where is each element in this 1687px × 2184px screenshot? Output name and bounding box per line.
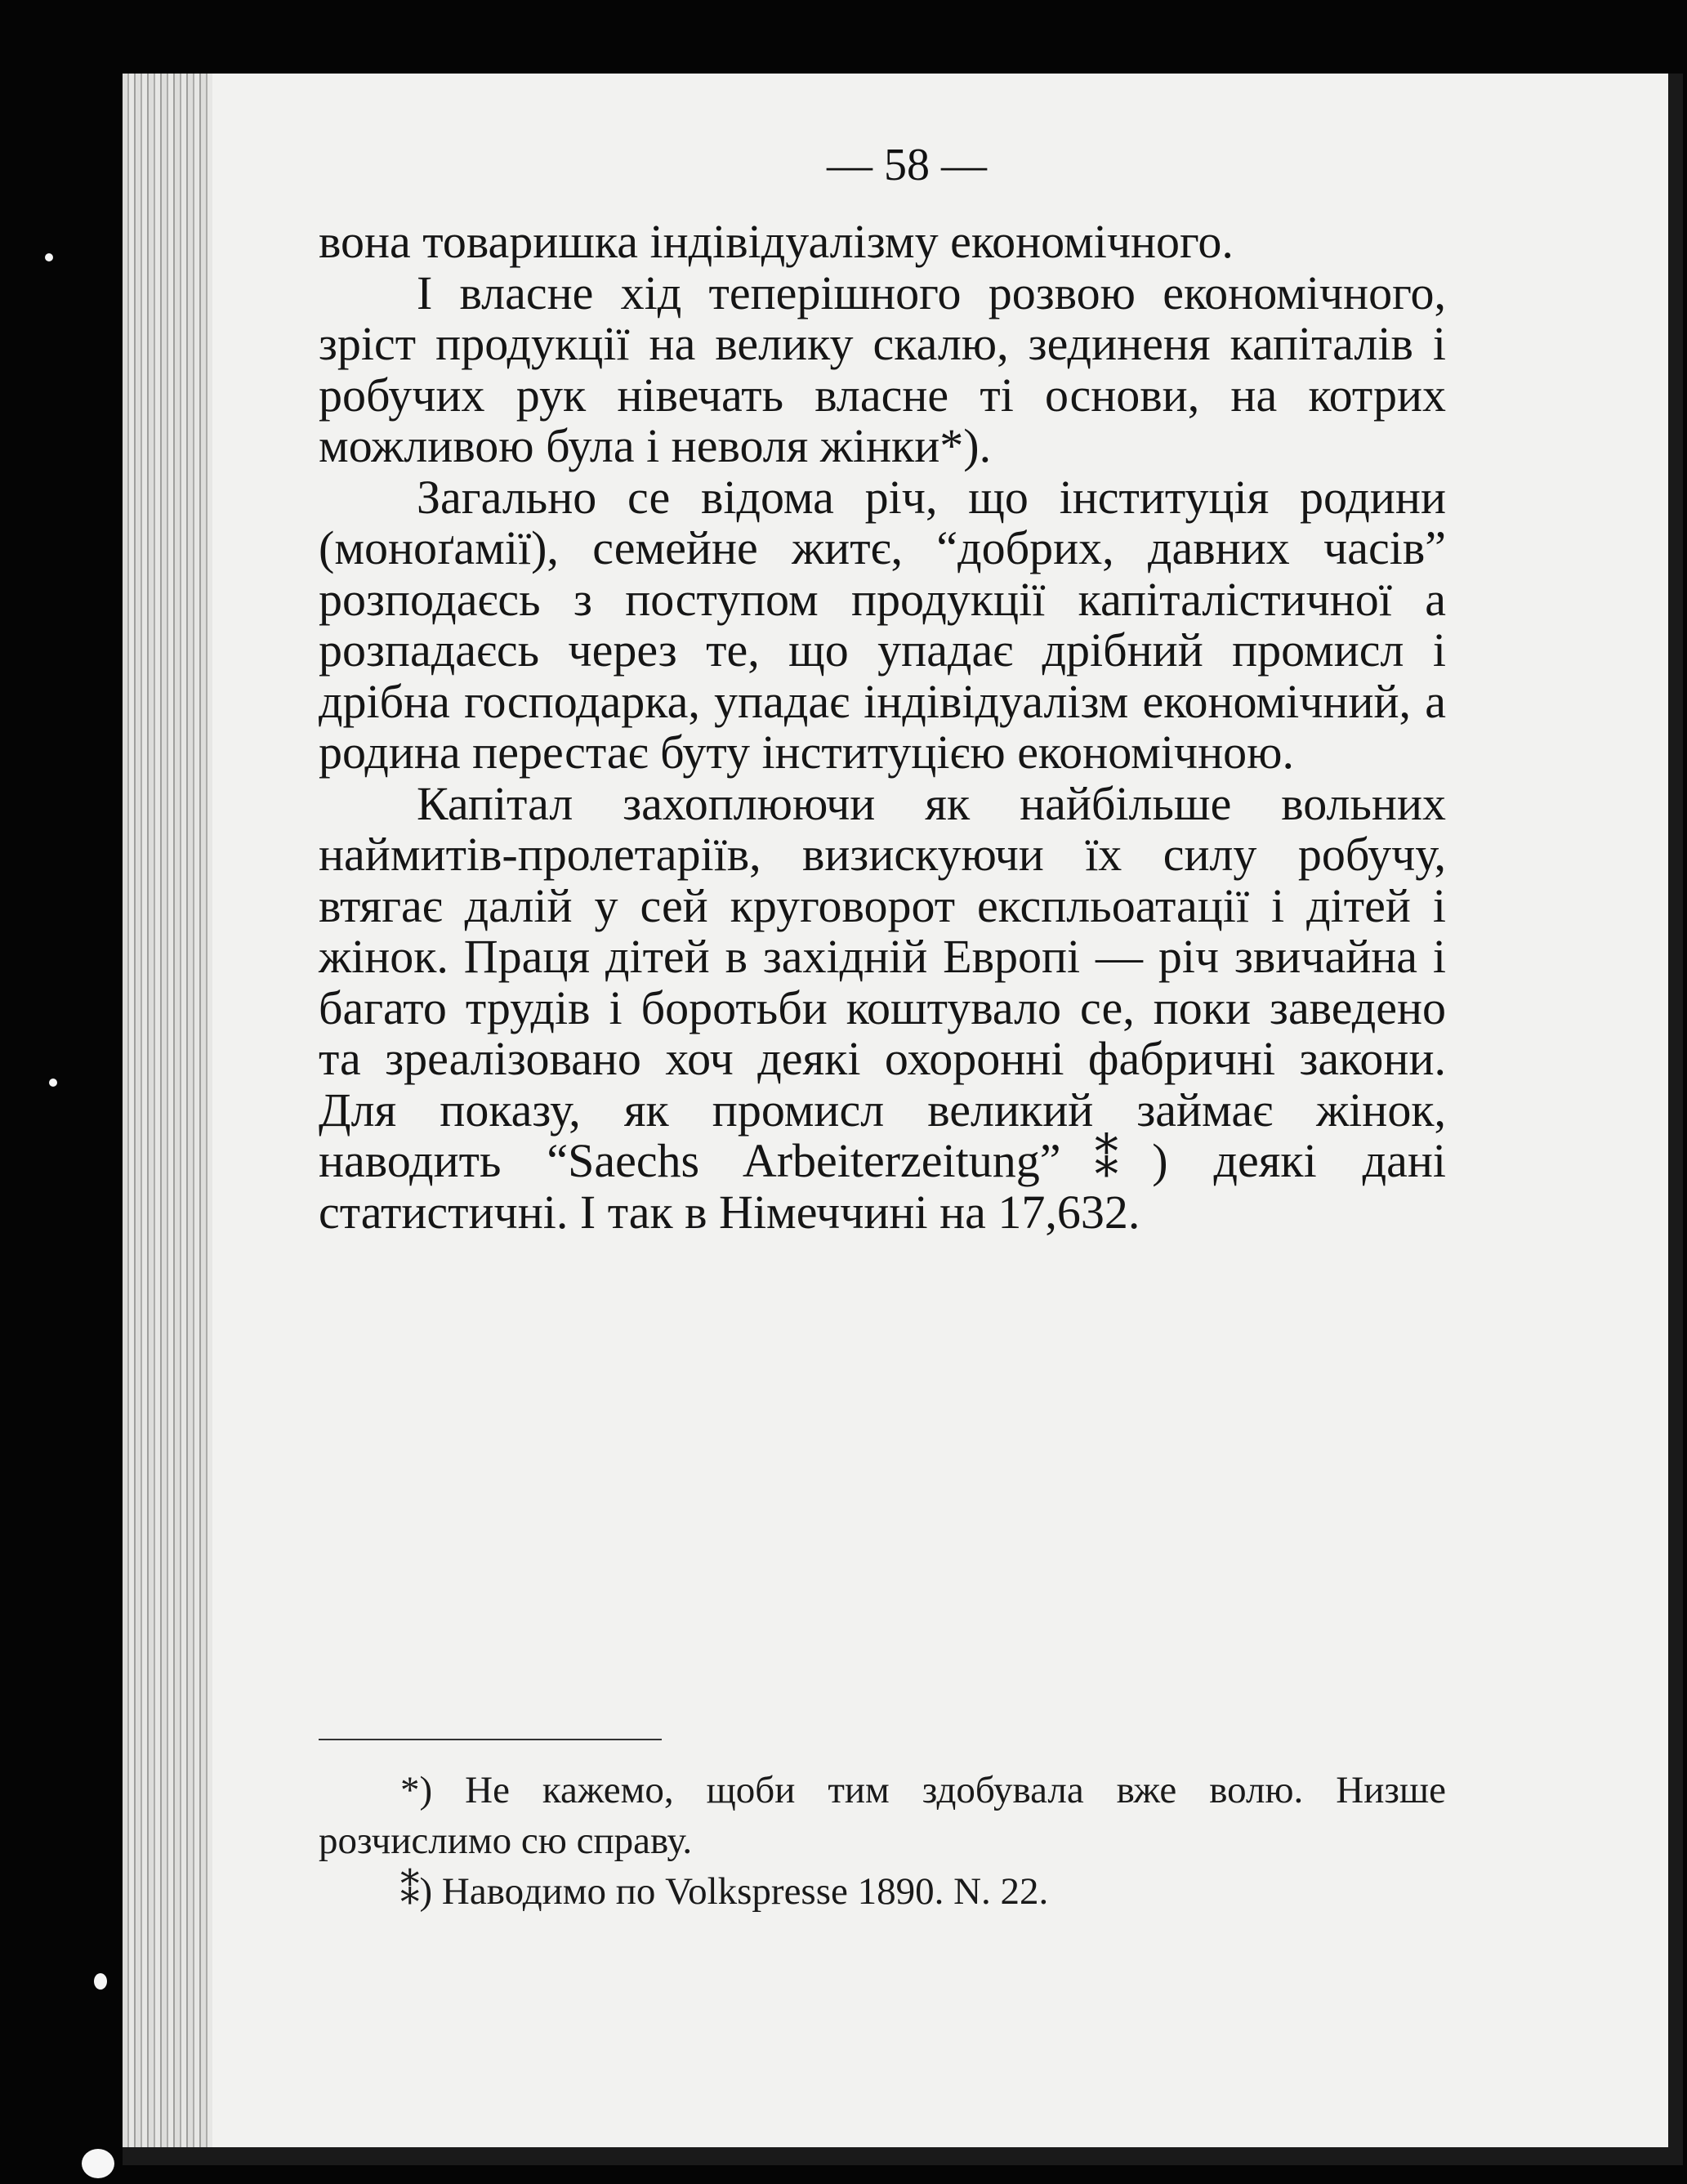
scan-speck [82, 2149, 114, 2178]
footnote: ⁑) Наводимо по Volkspresse 1890. N. 22. [400, 1870, 1049, 1913]
binding-edge [123, 74, 212, 2165]
body-text [319, 217, 1446, 1238]
paragraph: вона товаришка індівідуалізму економічного. [319, 215, 1234, 268]
scan-speck [49, 1079, 57, 1087]
page-number: — 58 — [827, 140, 987, 190]
paragraph: Загально се відома річ, що інституція родини (моноґамії), семейне житє, “добрих, давних часів” розподаєсь з поступом продукції капіталістичної а розпадаєсь через те, що упадає дрібний промисл і дрібна господарка, упадає індівідуалізм економічний, а родина перестає буту інституцією економічною. [319, 470, 1446, 779]
paragraph: І власне хід теперішного розвою економічного, зріст продукції на велику скалю, зединеня капіталів і робучих рук нівечать власне ті основи, на котрих можливою була і неволя жінки*). [319, 266, 1446, 472]
page-right-edge [1668, 74, 1683, 2165]
footnote-rule [319, 1739, 662, 1740]
scan-speck [94, 1973, 107, 1990]
footnotes [319, 1765, 1446, 1917]
footnote: *) Не кажемо, щоби тим здобувала вже волю. Низше розчислимо сю справу. [319, 1769, 1446, 1862]
page-bottom-edge [123, 2147, 1683, 2165]
paragraph: Капітал захоплюючи як найбільше вольних наймитів-пролетаріїв, визискуючи їх силу робучу, втягає далій у сей круговорот експльоатації і дітей і жінок. Праця дітей в західній Европі — річ звичайна і багато трудів і боротьби коштувало се, поки заведено та зреалізовано хоч деякі охоронні фабричні закони. Для показу, як промисл великий займає жінок, наводить “Saechs Arbeiterzeitung”⁑) деякі дані статистичні. І так в Німеччині на 17,632. [319, 776, 1446, 1239]
scan-speck [45, 253, 53, 261]
